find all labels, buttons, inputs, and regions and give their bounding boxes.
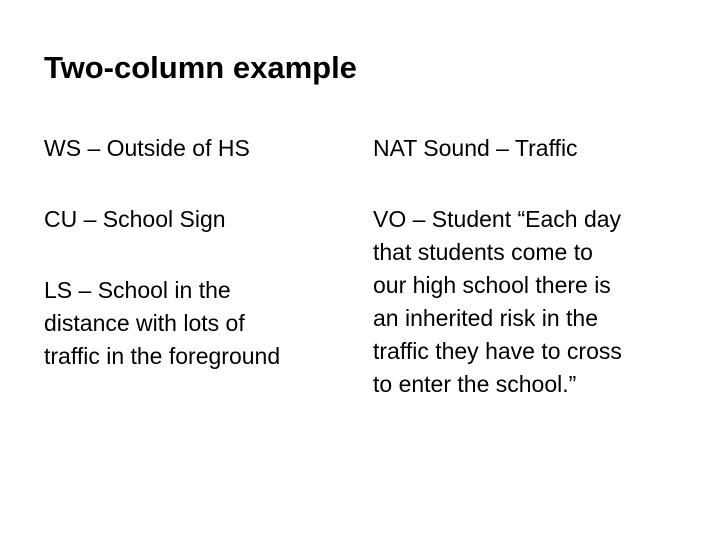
left-column (44, 132, 344, 373)
shot-line: CU – School Sign (44, 206, 226, 232)
shot-line: LS – School in the (44, 277, 231, 303)
audio-line: VO – Student “Each day (373, 206, 622, 232)
shot-item (44, 132, 344, 165)
audio-line: our high school there is (373, 272, 611, 298)
shot-item (44, 203, 344, 236)
shot-line: WS – Outside of HS (44, 135, 250, 161)
audio-item (373, 203, 693, 401)
right-column (373, 132, 693, 401)
audio-line: NAT Sound – Traffic (373, 135, 578, 161)
audio-line: that students come to (373, 239, 593, 265)
audio-line: to enter the school.” (373, 371, 577, 397)
audio-line: an inherited risk in the (373, 305, 599, 331)
audio-item (373, 132, 693, 165)
shot-line: distance with lots of (44, 310, 245, 336)
shot-line: traffic in the foreground (44, 343, 281, 369)
shot-item (44, 274, 344, 373)
audio-line: traffic they have to cross (373, 338, 622, 364)
slide-title: Two-column example (44, 50, 357, 85)
